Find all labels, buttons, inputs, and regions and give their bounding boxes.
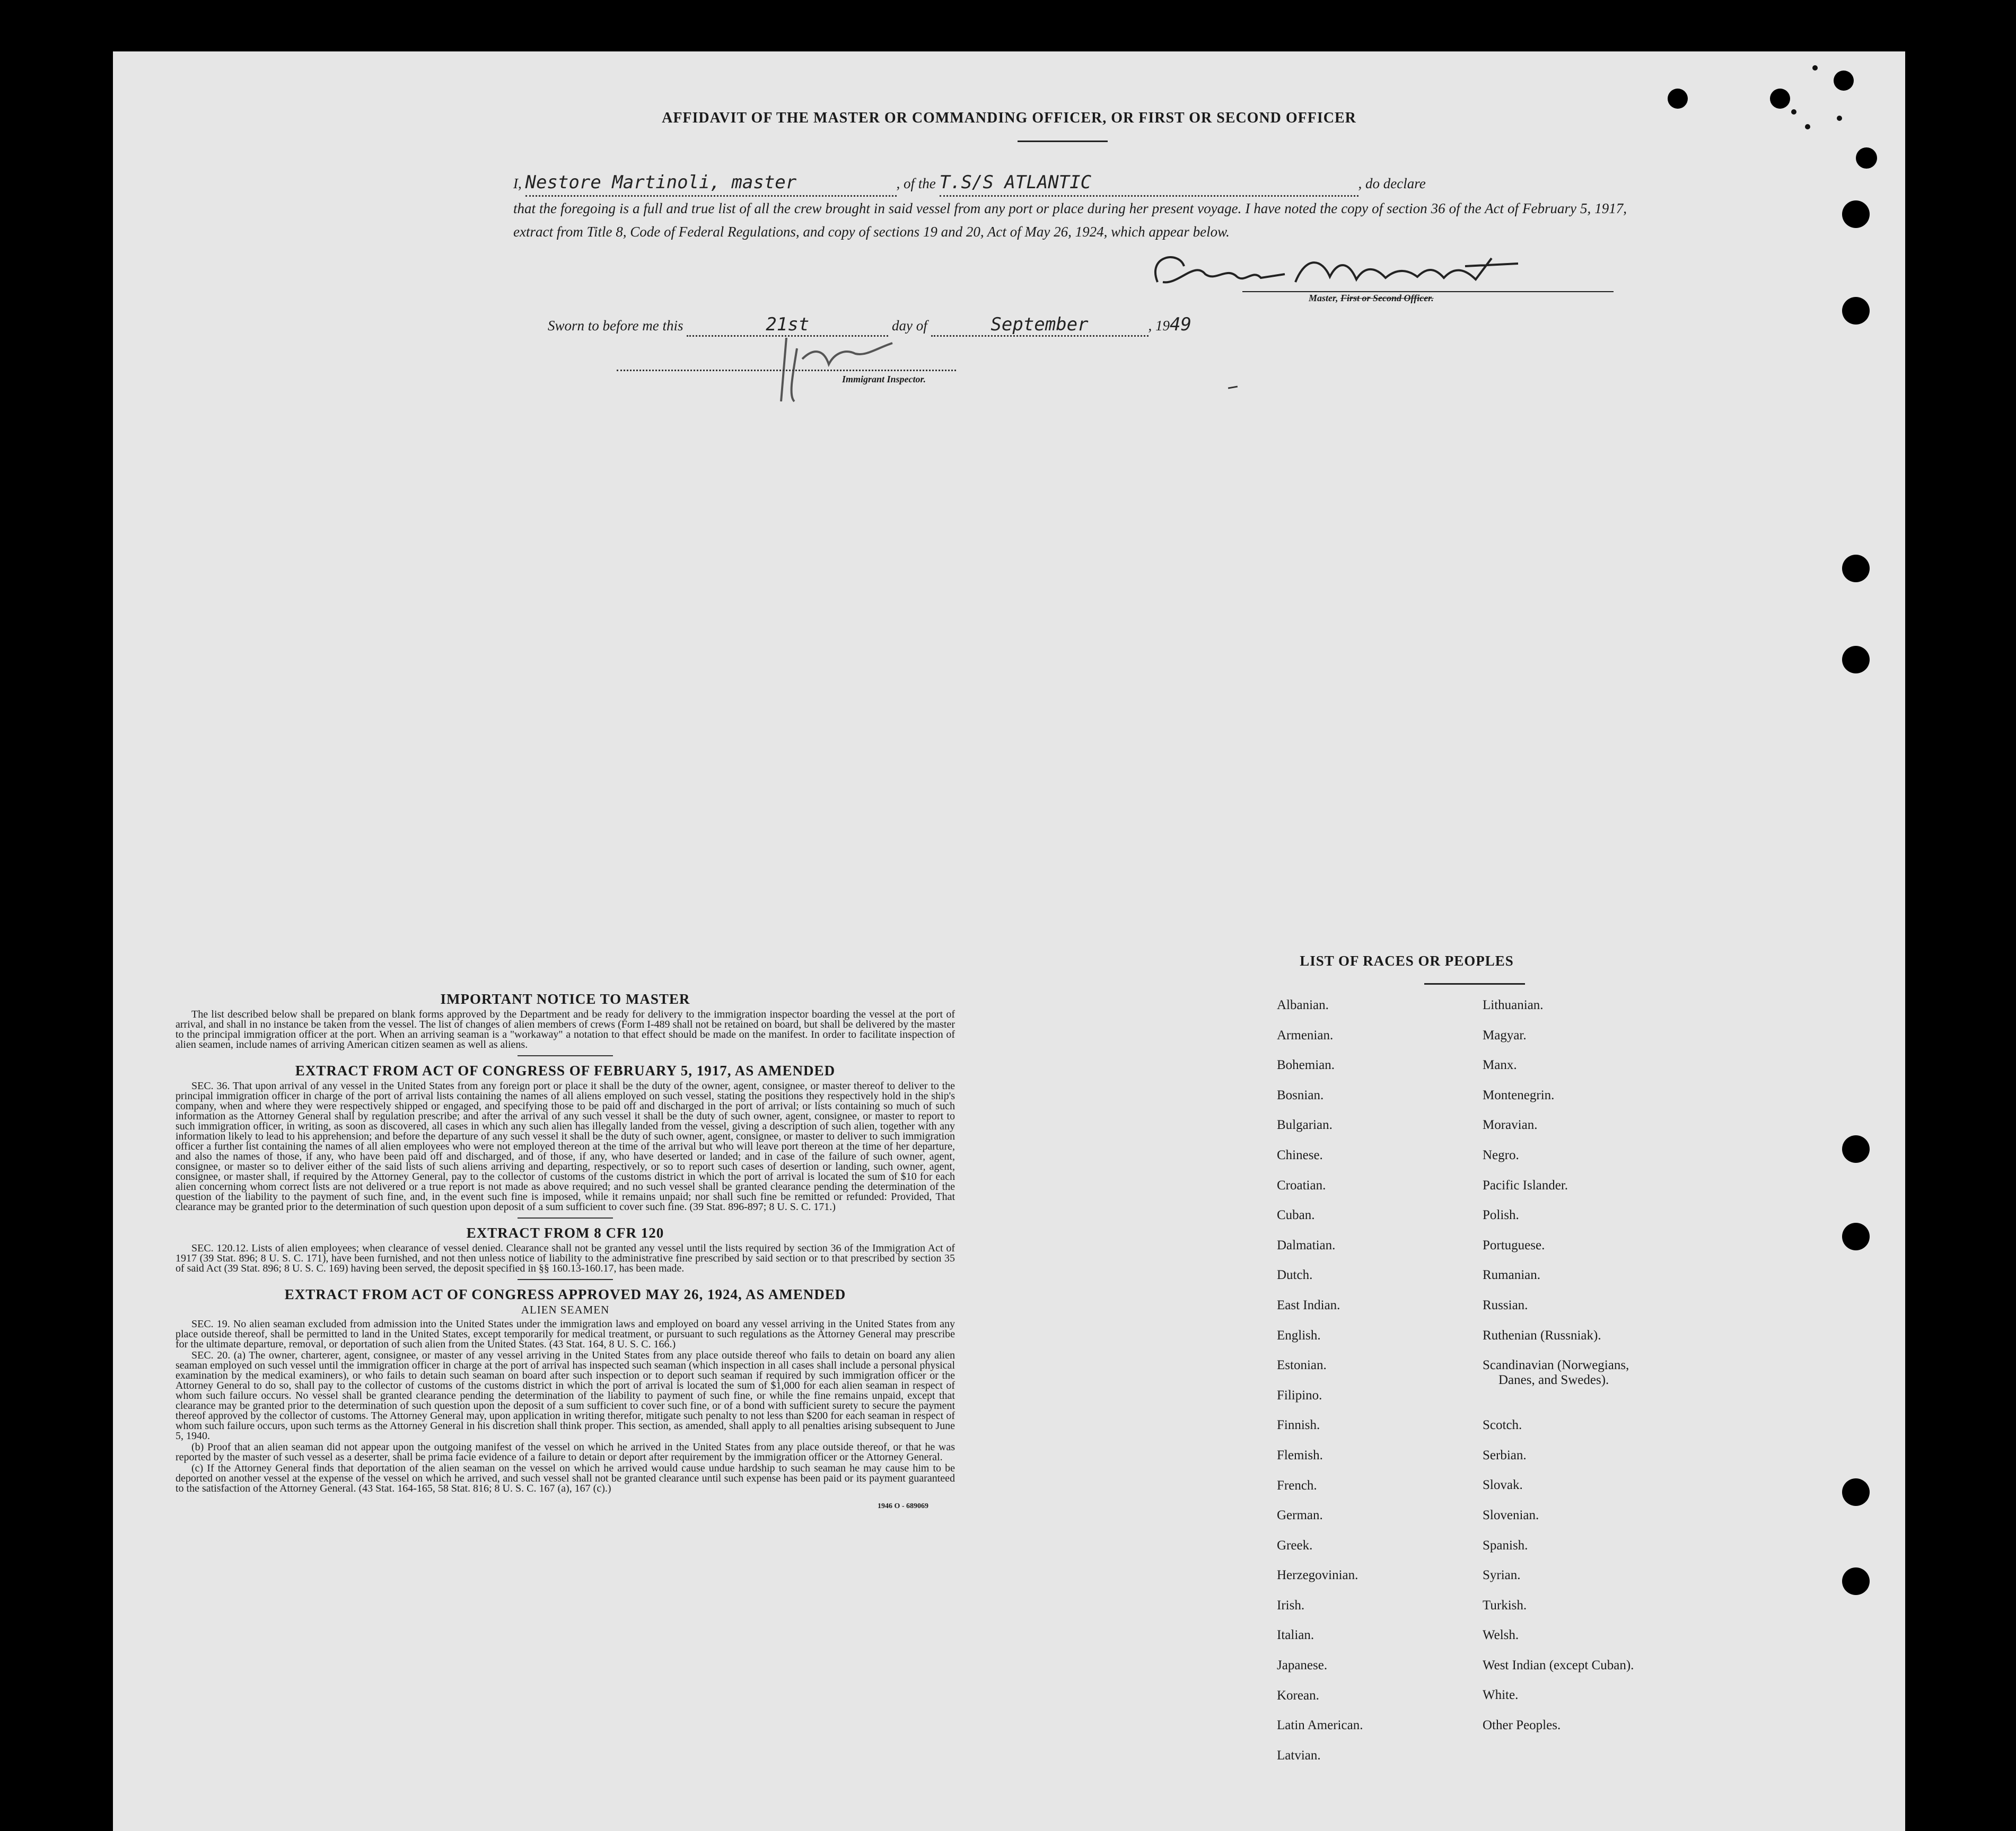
extract3-p3: (b) Proof that an alien seaman did not appear upon the outgoing manifest of the vessel on which he arrived in the United States from any place outside thereof, or that he was reported by the master of such vessel as a deserter, shall be prima facie evidence of a failure to detain or deport after requirement by the immigration officer or the Attorney General.: [176, 1441, 955, 1463]
separator: [518, 1217, 613, 1219]
extract3-p1: SEC. 19. No alien seaman excluded from admission into the United States under the immigration laws and employed on board any vessel arriving in the United States from any place outside thereof, shall be permitted to land in the United States, except temporarily for medical treatment, or pursuant to such regulations as the Attorney General may prescribe for the ultimate departure, removal, or deportation of such alien from the United States. (43 Stat. 164, 8 U. S. C. 166.): [176, 1318, 955, 1350]
race-item: Spanish.: [1483, 1538, 1528, 1553]
race-item: West Indian (except Cuban).: [1483, 1658, 1634, 1672]
race-item: Herzegovinian.: [1277, 1568, 1358, 1583]
race-item: Negro.: [1483, 1147, 1519, 1162]
race-item: White.: [1483, 1688, 1519, 1703]
extract1-text: SEC. 36. That upon arrival of any vessel in the United States from any foreign port or place it shall be the duty of the owner, agent, consignee, or master thereof to deliver to the principal immigration officer in charge of the port of arrival lists containing the names of all aliens employed on such vessel, stating the positions they respectively hold in the ship's company, when and where they were respectively shipped or engaged, and specifying those to be paid off and discharged in the port of arrival; or lists containing so much of such information as the Attorney General shall by regulation prescribe; and after the arrival of any such vessel it shall be the duty of such owner, agent, consignee, or master to report to such immigration officer, in writing, as soon as discovered, all cases in which any such alien has illegally landed from the vessel, giving a description of such alien, together with any information likely to lead to his apprehension; and before the departure of any such vessel it shall be the duty of such owner, agent, consignee, or master to deliver to such immigration officer a further list containing the names of all alien employees who were not employed thereon at the time of the arrival but who will leave port thereon at the time of her departure, and also the names of those, if any, who have been paid off and discharged, and of those, if any, who have deserted or landed; and in case of the failure of such owner, agent, consignee, or master so to deliver either of the said lists of such aliens arriving and departing, respectively, or so to report such cases of desertion or landing, such owner, agent, consignee, or master shall, if required by the Attorney General, pay to the collector of customs of the customs district in which the port of arrival is located the sum of $10 for each alien concerning whom correct lists are not delivered or a true report is not made as above required; and no such vessel shall be granted clearance pending the determination of the question of the liability to the payment of such fine, and, in the event such fine is imposed, while it remains unpaid; nor shall such fine be remitted or refunded: Provided, That clearance may be granted prior to the determination of such question upon deposit of a sum sufficient to cover such fine. (39 Stat. 896-897; 8 U. S. C. 171.): [176, 1080, 955, 1213]
race-item: Portuguese.: [1483, 1238, 1545, 1252]
of-the: , of the: [896, 176, 936, 191]
punch-hole: [1842, 1135, 1870, 1163]
race-item: Croatian.: [1277, 1178, 1326, 1193]
race-item: Dutch.: [1277, 1268, 1313, 1283]
vessel-name: T.S/S ATLANTIC: [939, 172, 1092, 193]
extract2-text: SEC. 120.12. Lists of alien employees; when clearance of vessel denied. Clearance shall not be granted any vessel until the lists required by section 36 of the Immigration Act of 1917 (39 Stat. 896; 8 U. S. C. 171), have been furnished, and not then unless notice of liability to the administrative fine prescribed by said section or to that prescribed by section 35 of said Act (39 Stat. 896; 8 U. S. C. 169) having been served, the deposit specified in §§ 160.13-160.17, has been made.: [176, 1242, 955, 1274]
speck: [1812, 65, 1818, 71]
race-item: Irish.: [1277, 1598, 1305, 1613]
race-item: Greek.: [1277, 1538, 1313, 1553]
punch-hole: [1842, 1223, 1870, 1250]
race-item: East Indian.: [1277, 1298, 1340, 1312]
punch-hole: [1770, 89, 1790, 109]
punch-hole: [1834, 71, 1854, 91]
master-name: Nestore Martinoli, master: [525, 172, 797, 193]
separator: [518, 1279, 613, 1280]
punch-hole: [1842, 555, 1870, 582]
race-item: Estonian.: [1277, 1358, 1327, 1373]
race-item: Italian.: [1277, 1628, 1314, 1643]
race-item: Manx.: [1483, 1058, 1517, 1073]
race-item: Flemish.: [1277, 1448, 1323, 1462]
race-item: Scandinavian (Norwegians,: [1483, 1358, 1629, 1373]
affidavit-title: AFFIDAVIT OF THE MASTER OR COMMANDING OFFICER, OR FIRST OR SECOND OFFICER: [662, 110, 1356, 126]
day-of: day of: [892, 318, 927, 334]
race-item: Latin American.: [1277, 1718, 1363, 1733]
inspector-label: Immigrant Inspector.: [842, 374, 926, 384]
race-item: German.: [1277, 1508, 1323, 1523]
extract1-title: EXTRACT FROM ACT OF CONGRESS OF FEBRUARY 5, 1917, AS AMENDED: [295, 1063, 836, 1079]
declaration: [513, 171, 1627, 243]
punch-hole: [1856, 147, 1877, 169]
race-item: Chinese.: [1277, 1147, 1323, 1162]
race-item: Filipino.: [1277, 1388, 1322, 1403]
sworn-day: 21st: [766, 314, 810, 335]
race-item: Danes, and Swedes).: [1498, 1373, 1609, 1388]
print-code: 1946 O - 689069: [877, 1502, 928, 1510]
race-item: Bohemian.: [1277, 1058, 1335, 1073]
race-item: Polish.: [1483, 1208, 1519, 1223]
month-field: [931, 314, 1149, 337]
do-declare: , do declare: [1358, 176, 1426, 191]
vessel-field: [940, 171, 1358, 197]
race-item: Welsh.: [1483, 1628, 1519, 1643]
document-page: [113, 51, 1905, 1831]
race-item: Serbian.: [1483, 1448, 1527, 1462]
race-item: French.: [1277, 1478, 1317, 1493]
extract3-p2: SEC. 20. (a) The owner, charterer, agent, consignee, or master of any vessel arriving in the United States from any place outside thereof who fails to detain on board any alien seaman employed on such vessel until the immigration officer in charge at the port of arrival has inspected such seaman (which inspection in all cases shall include a personal physical examination by the medical examiners), or who fails to detain such seaman on board after such inspection or to deport such seaman if required by such immigration officer or the Attorney General to do so, shall pay to the collector of customs of the customs district in which the port of arrival is located the sum of $1,000 for each alien seaman in respect of whom such failure occurs. No vessel shall be granted clearance pending the determination of the liability to payment of such fine, or while the fine remains unpaid, except that clearance may be granted prior to the determination of such question upon the deposit of a sum sufficient to cover such fine, or of a bond with sufficient surety to secure the payment thereof approved by the collector of customs. The Attorney General may, upon application in writing therefor, mitigate such penalty to not less than $200 for each seaman in respect of whom such failure occurs, upon such terms as the Attorney General in his discretion shall think proper. This section, as amended, shall apply to all penalties arising subsequent to June 5, 1940.: [176, 1350, 955, 1442]
punch-hole: [1842, 646, 1870, 673]
punch-hole: [1842, 1567, 1870, 1595]
race-item: Lithuanian.: [1483, 998, 1544, 1012]
race-item: Magyar.: [1483, 1028, 1527, 1042]
race-item: Bosnian.: [1277, 1088, 1324, 1102]
title-rule: [1018, 141, 1108, 142]
punch-hole: [1842, 297, 1870, 325]
races-left-column: [1277, 998, 1363, 1778]
race-item: Japanese.: [1277, 1658, 1328, 1673]
speck: [1805, 124, 1810, 129]
race-item: Montenegrin.: [1483, 1088, 1555, 1102]
master-name-field: [525, 171, 897, 197]
race-item: Dalmatian.: [1277, 1238, 1336, 1252]
race-item: Armenian.: [1277, 1028, 1334, 1042]
race-item: Cuban.: [1277, 1208, 1315, 1223]
struck-label: First or Second Officer.: [1340, 293, 1434, 303]
races-right-column: [1483, 998, 1634, 1748]
declaration-body: that the foregoing is a full and true list of all the crew brought in said vessel from any port or place during her present voyage. I have noted the copy of section 36 of the Act of February 5, 1917, extract from Title 8, Code of Federal Regulations, and copy of sections 19 and 20, Act of May 26, 1924, which appear below.: [513, 200, 1627, 240]
speck: [1791, 109, 1796, 115]
i-prefix: I,: [513, 176, 522, 191]
punch-hole: [1842, 200, 1870, 228]
races-rule: [1424, 983, 1525, 985]
extract3-p4: (c) If the Attorney General finds that deportation of the alien seaman on the vessel on which he arrived would cause undue hardship to such seaman he may cause him to be deported on another vessel at the expense of the vessel on which he arrived, and such vessel shall not be granted clearance until such expense has been paid or its payment guaranteed to the satisfaction of the Attorney General. (43 Stat. 164-165, 58 Stat. 816; 8 U. S. C. 167 (a), 167 (c).): [176, 1462, 955, 1494]
race-item: Slovenian.: [1483, 1508, 1539, 1522]
race-item: Rumanian.: [1483, 1268, 1541, 1283]
race-item: English.: [1277, 1328, 1321, 1343]
sworn-prefix: Sworn to before me this: [548, 318, 683, 334]
race-item: Finnish.: [1277, 1418, 1320, 1433]
race-item: Albanian.: [1277, 998, 1329, 1012]
inspector-line: [617, 370, 956, 371]
speck: [1837, 116, 1842, 121]
signature-line: [1242, 291, 1614, 292]
race-item: Slovak.: [1483, 1478, 1523, 1493]
race-item: Pacific Islander.: [1483, 1178, 1568, 1193]
sworn-month: September: [991, 314, 1089, 335]
extract3-title: EXTRACT FROM ACT OF CONGRESS APPROVED MAY 26, 1924, AS AMENDED: [284, 1286, 846, 1302]
race-item: Ruthenian (Russniak).: [1483, 1328, 1601, 1343]
race-item: Scotch.: [1483, 1418, 1522, 1433]
notice-title: IMPORTANT NOTICE TO MASTER: [440, 991, 690, 1007]
race-item: Turkish.: [1483, 1598, 1527, 1613]
notice-text: The list described below shall be prepared on blank forms approved by the Department and be ready for delivery to the immigration inspector boarding the vessel at the port of arrival, and shall in no instance be taken from the vessel. The list of changes of alien members of crews (Form I-489 shall not be retained on board, but shall be delivered by the master to the principal immigration officer at the port. When an arriving seaman is a "workaway" a notation to that effect should be made on the manifest. In order to facilitate inspection of alien seamen, include names of arriving American citizen seamen as well as aliens.: [176, 1009, 955, 1050]
race-item: Syrian.: [1483, 1568, 1521, 1583]
year-prefix: , 19: [1148, 318, 1170, 334]
separator: [518, 1055, 613, 1056]
punch-hole: [1842, 1478, 1870, 1506]
punch-hole: [1668, 89, 1688, 109]
race-item: Russian.: [1483, 1298, 1528, 1312]
signature-label: Master, First or Second Officer.: [1309, 293, 1434, 303]
race-item: Moravian.: [1483, 1118, 1538, 1133]
race-item: Other Peoples.: [1483, 1718, 1561, 1733]
race-item: Latvian.: [1277, 1748, 1321, 1763]
race-item: Bulgarian.: [1277, 1118, 1333, 1133]
extract2-title: EXTRACT FROM 8 CFR 120: [466, 1225, 664, 1241]
race-item: Korean.: [1277, 1688, 1319, 1703]
extract3-subtitle: ALIEN SEAMEN: [521, 1303, 610, 1316]
sworn-year: 49: [1170, 314, 1191, 335]
races-title: LIST OF RACES OR PEOPLES: [1300, 953, 1514, 969]
stray-mark: [1228, 386, 1238, 389]
important-notice: [176, 985, 955, 1511]
